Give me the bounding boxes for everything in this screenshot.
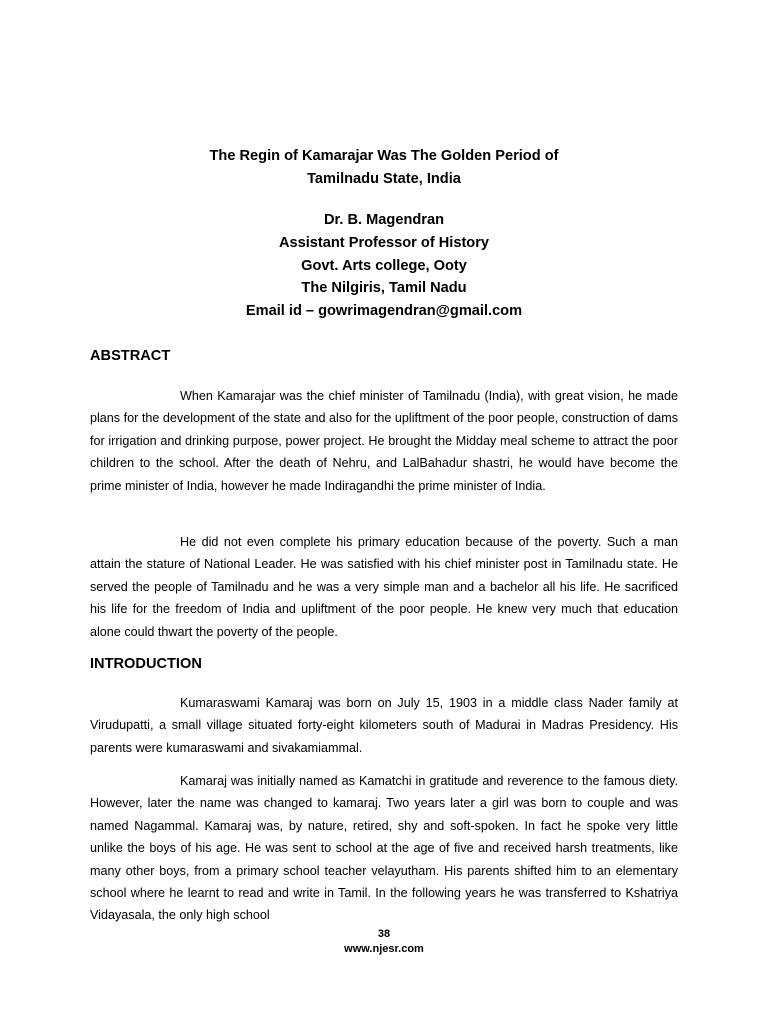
title-line-2: Tamilnadu State, India [307, 170, 461, 187]
title-line-1: The Regin of Kamarajar Was The Golden Period of [209, 148, 559, 164]
author-institution: Govt. Arts college, Ooty [301, 257, 467, 274]
author-position: Assistant Professor of History [278, 234, 490, 251]
author-location: The Nilgiris, Tamil Nadu [301, 280, 467, 297]
introduction-heading: INTRODUCTION [90, 656, 202, 672]
author-email: Email id – gowrimagendran@gmail.com [245, 303, 523, 320]
page-footer [0, 927, 768, 957]
abstract-paragraph-2: He did not even complete his primary education because of the poverty. Such a man attain the stature of National Leader. He was satisfied with his chief minister post in Tamilnadu state. He served the people of Tamilnadu and he was a very simple man and a bachelor all his life. He sacrificed his life for the freedom of India and upliftment of the poor people. He knew very much that education alone could thwart the poverty of the people. [90, 535, 678, 639]
page-number: 38 [377, 928, 391, 940]
abstract-paragraph-1: When Kamarajar was the chief minister of Tamilnadu (India), with great vision, he made plans for the development of the state and also for the upliftment of the poor people, construction of dams for irrigation and drinking purpose, power project. He brought the Midday meal scheme to attract the poor children to the school. After the death of Nehru, and LalBahadur shastri, he would have become the prime minister of India, however he made Indiragandhi the prime minister of India. [90, 389, 678, 493]
paper-title [0, 145, 768, 191]
introduction-paragraph-2: Kamaraj was initially named as Kamatchi in gratitude and reverence to the famous diety. However, later the name was changed to kamaraj. Two years later a girl was born to couple and was named Nagammal. Kamaraj was, by nature, retired, shy and soft-spoken. In fact he spoke very little unlike the boys of his age. He was sent to school at the age of five and received harsh treatments, like many other boys, from a primary school teacher velayutham. His parents shifted him to an elementary school where he learnt to read and write in Tamil. In the following years he was transferred to Kshatriya Vidayasala, the only high school [90, 774, 678, 923]
website-link[interactable]: www.njesr.com [344, 943, 424, 955]
author-name: Dr. B. Magendran [323, 212, 444, 228]
abstract-heading: ABSTRACT [90, 348, 171, 364]
author-info [0, 209, 768, 323]
introduction-paragraph-1: Kumaraswami Kamaraj was born on July 15, 1903 in a middle class Nader family at Virudupatti, a small village situated forty-eight kilometers south of Madurai in Madras Presidency. His parents were kumaraswami and sivakamiammal. [90, 696, 678, 755]
